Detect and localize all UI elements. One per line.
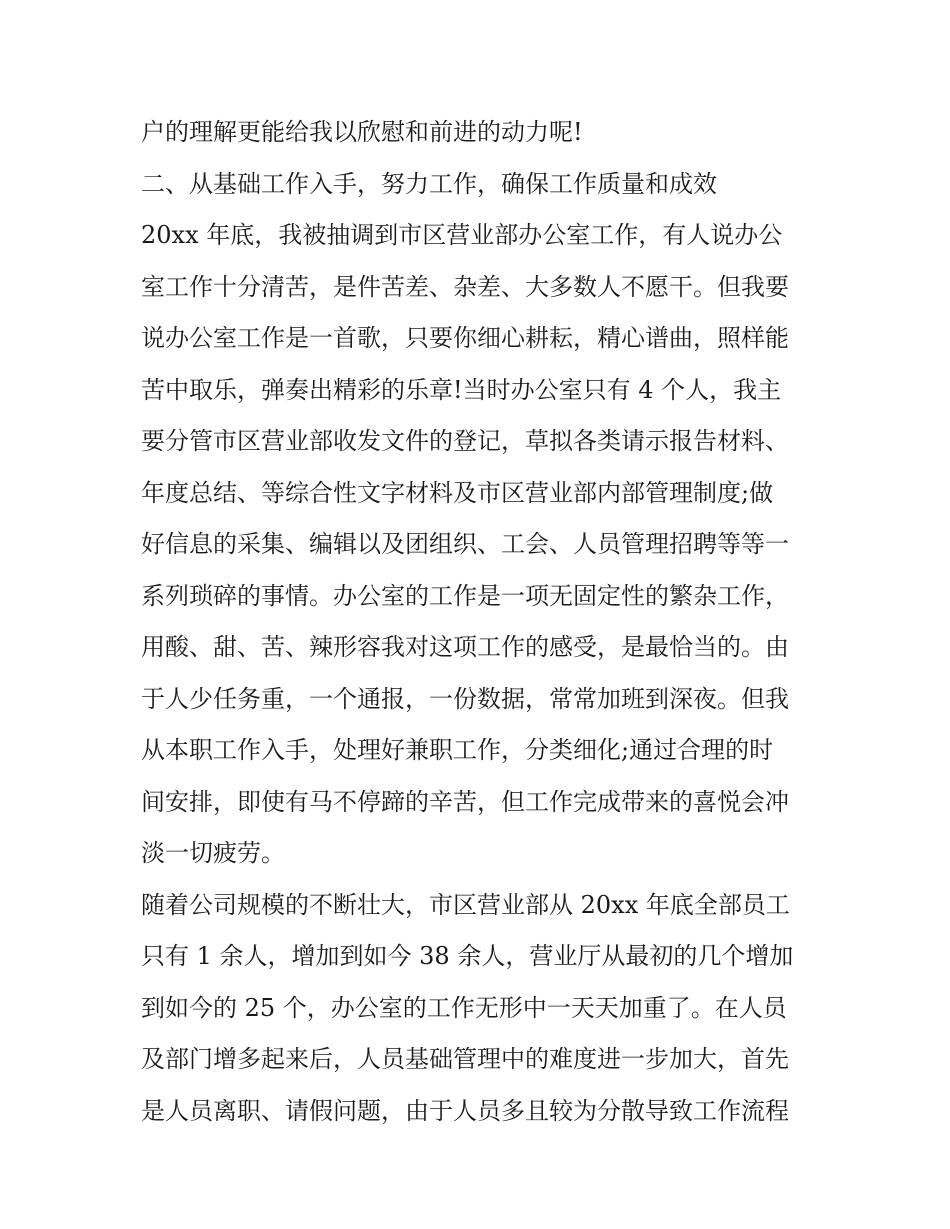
text-line: 间安排，即使有马不停蹄的辛苦，但工作完成带来的喜悦会冲 xyxy=(141,787,789,816)
text-line: 好信息的采集、编辑以及团组织、工会、人员管理招聘等等一 xyxy=(141,530,789,558)
text-line: 20xx 年底，我被抽调到市区营业部办公室工作，有人说办公 xyxy=(141,221,783,249)
text-line: 到如今的 25 个，办公室的工作无形中一天天加重了。在人员 xyxy=(141,993,787,1022)
text-line: 是人员离职、请假问题，由于人员多且较为分散导致工作流程 xyxy=(141,1096,789,1125)
text-line: 只有 1 余人，增加到如今 38 余人，营业厅从最初的几个增加 xyxy=(141,942,794,970)
text-line: 户的理解更能给我以欣慰和前进的动力呢! xyxy=(141,118,583,146)
text-line: 室工作十分清苦，是件苦差、杂差、大多数人不愿干。但我要 xyxy=(141,272,789,301)
text-line: 用酸、甜、苦、辣形容我对这项工作的感受，是最恰当的。由 xyxy=(141,633,789,661)
text-line: 随着公司规模的不断壮大，市区营业部从 20xx 年底全部员工 xyxy=(141,890,790,919)
document-body xyxy=(141,107,821,1137)
text-line: 淡一切疲劳。 xyxy=(141,839,285,867)
text-line: 系列琐碎的事情。办公室的工作是一项无固定性的繁杂工作， xyxy=(141,581,789,610)
text-line: 年度总结、等综合性文字材料及市区营业部内部管理制度;做 xyxy=(141,478,774,507)
text-line: 从本职工作入手，处理好兼职工作，分类细化;通过合理的时 xyxy=(141,736,774,764)
text-line: 于人少任务重，一个通报，一份数据，常常加班到深夜。但我 xyxy=(141,684,789,713)
text-line: 要分管市区营业部收发文件的登记，草拟各类请示报告材料、 xyxy=(141,427,789,455)
text-line: 苦中取乐，弹奏出精彩的乐章!当时办公室只有 4 个人，我主 xyxy=(141,375,782,404)
text-line: 说办公室工作是一首歌，只要你细心耕耘，精心谱曲，照样能 xyxy=(141,324,789,352)
section-heading: 二、从基础工作入手，努力工作，确保工作质量和成效 xyxy=(141,169,717,198)
text-line: 及部门增多起来后，人员基础管理中的难度进一步加大，首先 xyxy=(141,1045,789,1073)
